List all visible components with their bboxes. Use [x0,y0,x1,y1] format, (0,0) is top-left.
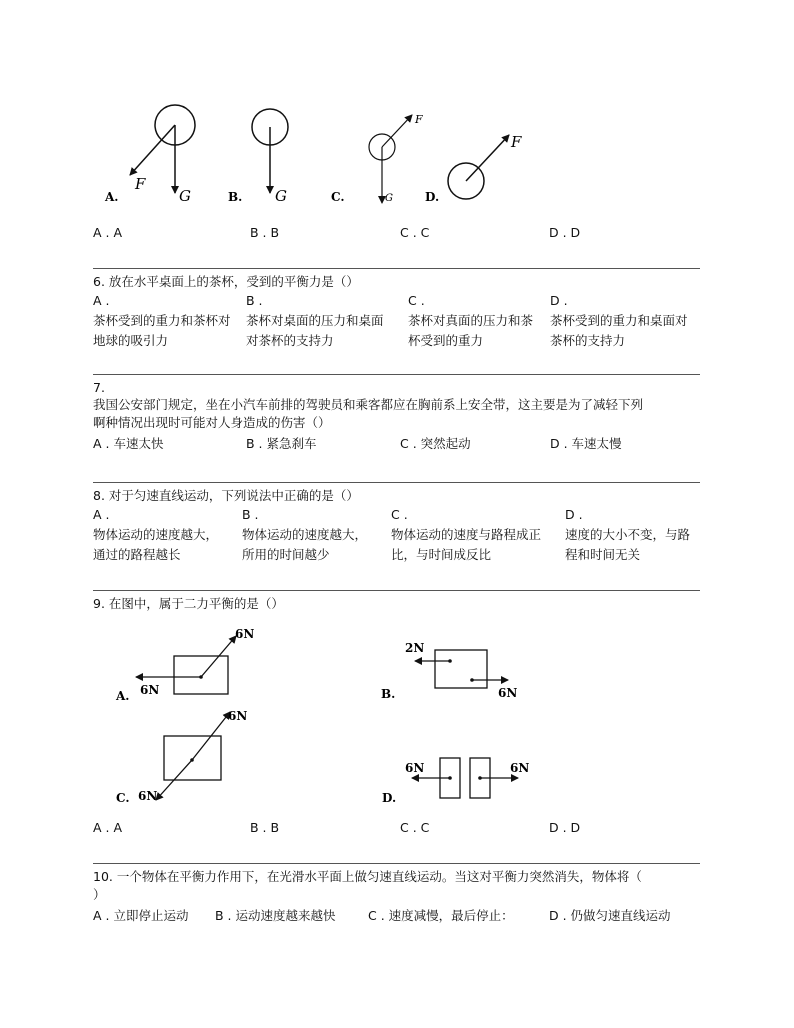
q6-option-c-line2: 杯受到的重力 [408,333,484,348]
q10-stem-line2: ） [93,887,106,902]
q5-d-f-label: F [511,133,522,151]
q6-option-a-line2: 地球的吸引力 [93,333,169,348]
q8-option-a[interactable] [93,505,243,565]
q9-c-down-label: 6N [138,789,158,803]
q8-option-d-line1: 速度的大小不变，与路 [565,527,691,542]
q5-a-g-label: G [179,187,191,205]
q9-a-block [174,656,228,694]
q8-option-c-line1: 物体运动的速度与路程成正 [391,527,542,542]
q9-d-left-label: 6N [405,761,425,775]
q8-option-a-line1: 物体运动的速度越大， [93,527,219,542]
q7-option-d[interactable]: D . 车速太慢 [550,436,622,451]
q8-option-d-letter: D . [565,507,583,522]
q9-stem: 9. 在图中，属于二力平衡的是（） [93,596,284,611]
divider [93,268,700,269]
q6-option-a[interactable] [93,291,248,351]
divider [93,374,700,375]
q5-a-force-f-arrow [130,125,175,175]
q6-option-d-line2: 茶杯的支持力 [550,333,626,348]
q7-stem-line2: 啊种情况出现时可能对人身造成的伤害（） [93,415,331,430]
q9-c-label: C. [116,791,130,805]
q6-option-a-line1: 茶杯受到的重力和茶杯对 [93,313,231,328]
q7-stem-line1: 我国公安部门规定，坐在小汽车前排的驾驶员和乘客都应在胸前系上安全带，这主要是为了减轻下列 [93,397,644,412]
q10-option-c[interactable]: C . 速度减慢，最后停止： [368,908,514,923]
q9-option-d[interactable]: D . D [549,820,581,835]
divider [93,863,700,864]
q6-option-a-letter: A . [93,293,110,308]
q5-option-a[interactable]: A . A [93,225,123,240]
q5-d-label: D. [425,190,440,204]
q10-option-a[interactable]: A . 立即停止运动 [93,908,189,923]
q6-option-c[interactable] [408,291,548,351]
q9-option-c[interactable]: C . C [400,820,430,835]
q9-b-right-label: 6N [498,686,518,700]
q9-d-label: D. [382,791,397,805]
q9-figure [100,620,560,810]
q5-c-label: C. [331,190,345,204]
q10-option-b[interactable]: B . 运动速度越来越快 [215,908,336,923]
q7-option-b[interactable]: B . 紧急刹车 [246,436,317,451]
q5-a-label: A. [105,190,119,204]
q6-option-d[interactable] [550,291,710,351]
q5-c-force-f-arrow [382,115,412,147]
q8-option-c-line2: 比，与时间成反比 [391,547,492,562]
q8-option-c[interactable] [391,505,561,565]
q10-option-d[interactable]: D . 仍做匀速直线运动 [549,908,671,923]
q5-b-g-label: G [275,187,287,205]
q8-option-b[interactable] [242,505,392,565]
q8-option-d[interactable] [565,505,705,565]
q9-a-up-label: 6N [235,627,255,641]
q5-figure [95,95,555,220]
q8-option-c-letter: C . [391,507,408,522]
q10-stem-line1: 10. 一个物体在平衡力作用下，在光滑水平面上做匀速直线运动。当这对平衡力突然消失，物体将（ [93,869,642,884]
q5-option-c[interactable]: C . C [400,225,430,240]
q8-option-b-line1: 物体运动的速度越大， [242,527,368,542]
q7-number: 7. [93,380,105,395]
q5-d-force-f-arrow [466,135,509,181]
q7-option-c[interactable]: C . 突然起动 [400,436,471,451]
divider [93,590,700,591]
q9-a-left-label: 6N [140,683,160,697]
q9-option-b[interactable]: B . B [250,820,280,835]
q9-c-block [164,736,221,780]
q5-option-d[interactable]: D . D [549,225,581,240]
q6-option-b-line2: 对茶杯的支持力 [246,333,334,348]
q8-option-b-line2: 所用的时间越少 [242,547,330,562]
q9-b-left-label: 2N [405,641,425,655]
q9-c-up-label: 6N [228,709,248,723]
q9-b-label: B. [381,687,396,701]
q6-option-b[interactable] [246,291,406,351]
q8-option-b-letter: B . [242,507,259,522]
q6-option-c-line1: 茶杯对真面的压力和茶 [408,313,534,328]
q9-option-a[interactable]: A . A [93,820,123,835]
q7-option-a[interactable]: A . 车速太快 [93,436,164,451]
q8-option-a-line2: 通过的路程越长 [93,547,181,562]
q8-stem: 8. 对于匀速直线运动，下列说法中正确的是（） [93,488,359,503]
q9-a-label: A. [116,689,130,703]
q6-option-b-line1: 茶杯对桌面的压力和桌面 [246,313,384,328]
q5-b-label: B. [228,190,243,204]
q5-c-g-label: G [385,193,393,204]
q5-a-f-label: F [135,175,146,193]
q6-stem: 6. 放在水平桌面上的茶杯，受到的平衡力是（） [93,274,359,289]
q9-b-block [435,650,487,688]
q5-option-b[interactable]: B . B [250,225,280,240]
q8-option-a-letter: A . [93,507,110,522]
q6-option-c-letter: C . [408,293,425,308]
q5-c-f-label: F [415,113,423,126]
divider [93,482,700,483]
q6-option-d-line1: 茶杯受到的重力和桌面对 [550,313,688,328]
q6-option-b-letter: B . [246,293,263,308]
q8-option-d-line2: 程和时间无关 [565,547,641,562]
q9-d-right-label: 6N [510,761,530,775]
q6-option-d-letter: D . [550,293,568,308]
